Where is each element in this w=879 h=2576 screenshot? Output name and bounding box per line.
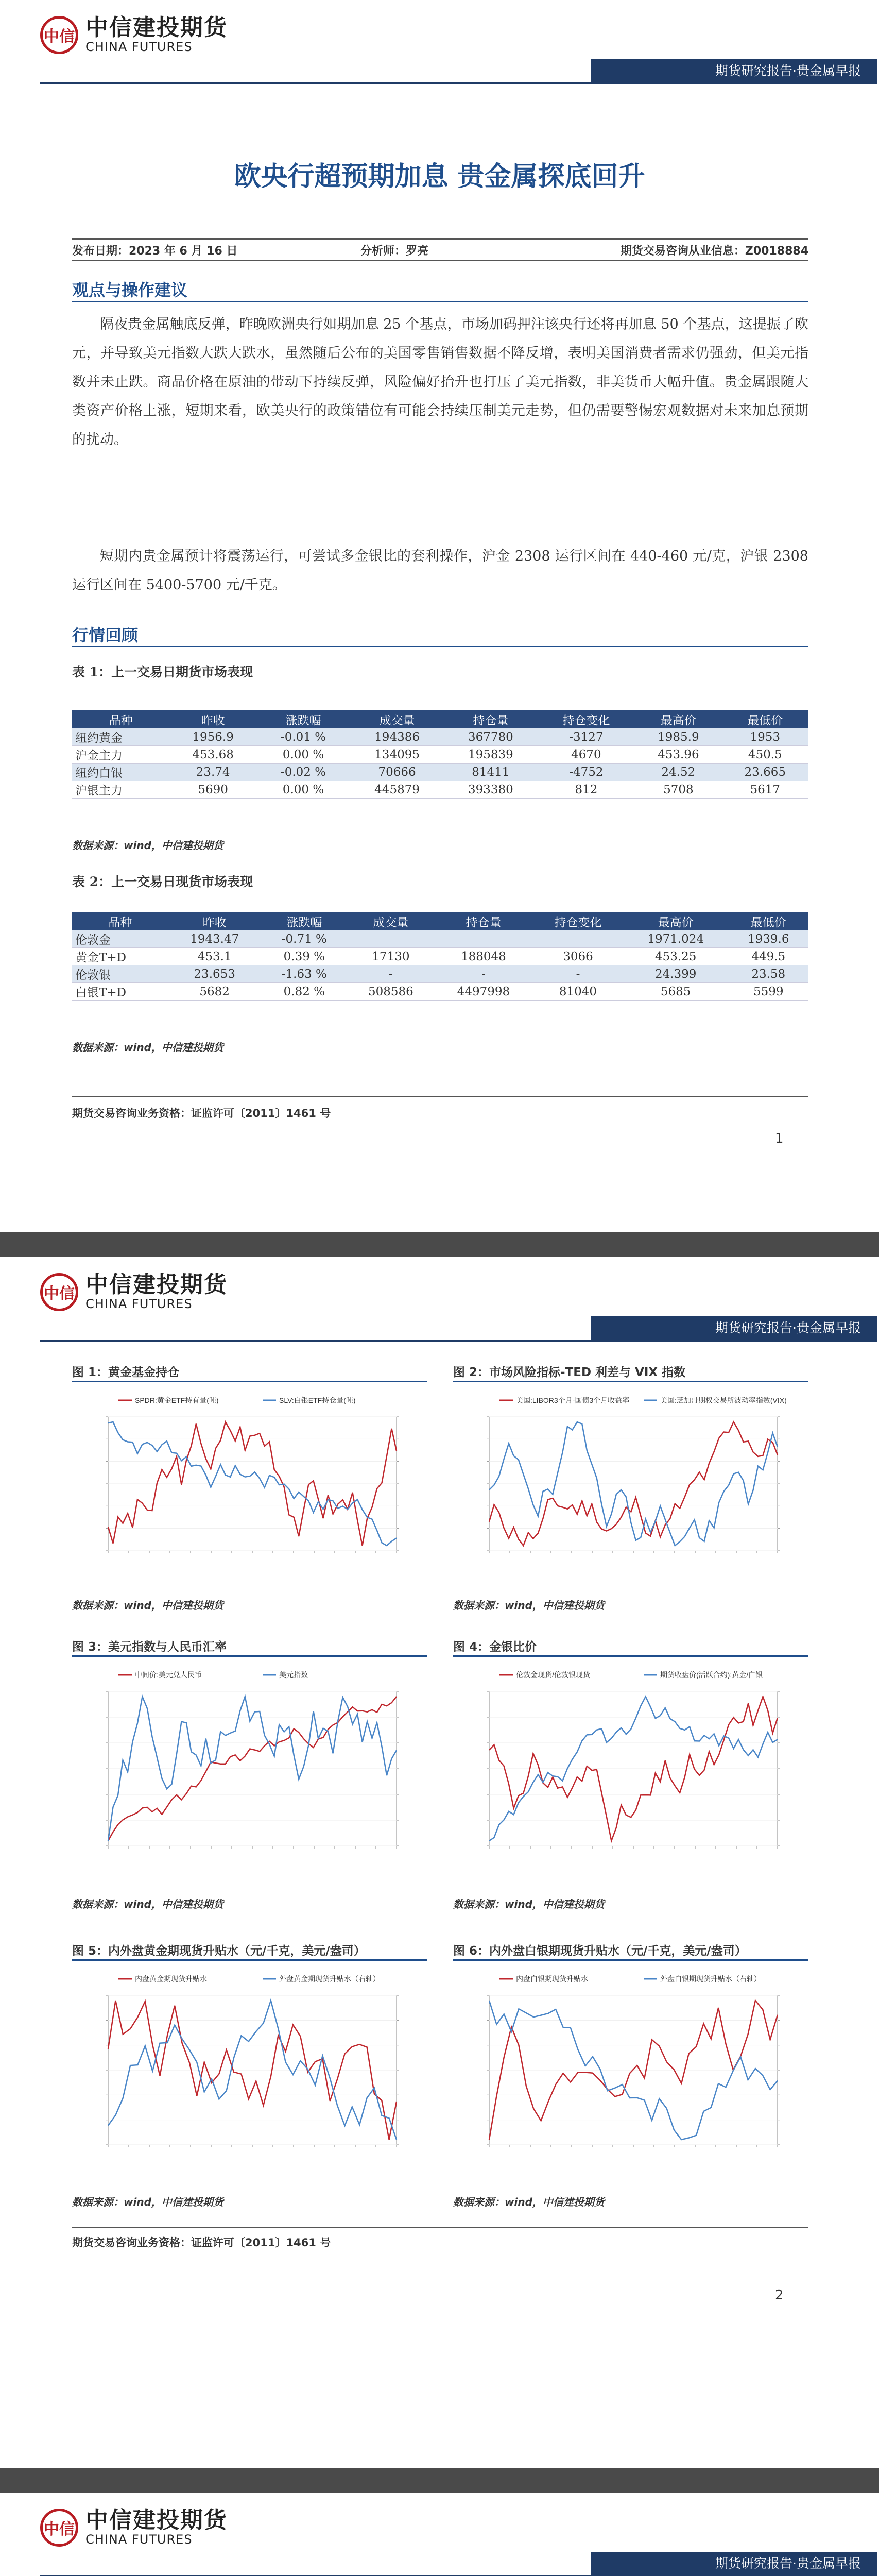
figure-rule bbox=[72, 1655, 427, 1657]
table-cell: 伦敦银 bbox=[72, 965, 168, 983]
column-header: 成交量 bbox=[350, 710, 444, 728]
company-logo bbox=[40, 2508, 228, 2547]
table-cell: 沪银主力 bbox=[72, 781, 169, 799]
figure-5-title: 图 5：内外盘黄金期现货升贴水（元/千克，美元/盎司） bbox=[72, 1944, 366, 1958]
publish-date: 发布日期：2023 年 6 月 16 日 bbox=[72, 244, 238, 258]
logo-mark-icon: 中信 bbox=[40, 1273, 78, 1311]
section-heading-review: 行情回顾 bbox=[72, 625, 139, 645]
table-cell: 4497998 bbox=[434, 983, 533, 1001]
logo-en-text: CHINA FUTURES bbox=[85, 40, 193, 54]
source-note: 数据来源：wind，中信建投期货 bbox=[453, 1599, 605, 1612]
table-cell: 194386 bbox=[350, 728, 444, 746]
column-header: 品种 bbox=[72, 710, 169, 728]
legend-label: 外盘白银期现货升贴水（右轴） bbox=[660, 1975, 761, 1983]
column-header: 持仓量 bbox=[434, 912, 533, 930]
column-header: 昨收 bbox=[168, 912, 261, 930]
table-row bbox=[72, 930, 808, 948]
legend-label: 期货收盘价(活跃合约):黄金/白银 bbox=[660, 1671, 763, 1679]
table-cell: 纽约白银 bbox=[72, 764, 169, 781]
section-rule bbox=[72, 301, 808, 302]
table-cell: 沪金主力 bbox=[72, 746, 169, 764]
legend-label: 中间价:美元兑人民币 bbox=[135, 1671, 202, 1679]
analyst-name: 分析师：罗亮 bbox=[360, 244, 429, 258]
logo-mark-icon: 中信 bbox=[40, 16, 78, 54]
report-page-1 bbox=[0, 0, 879, 1232]
table-cell: 1971.024 bbox=[623, 930, 729, 948]
logo-mark-icon: 中信 bbox=[40, 2509, 78, 2547]
table-cell: 白银T+D bbox=[72, 983, 168, 1001]
table-cell: 1939.6 bbox=[729, 930, 809, 948]
table-cell: 453.1 bbox=[168, 948, 261, 965]
chart-gold-silver-ratio bbox=[453, 1660, 808, 1882]
table-cell: 23.665 bbox=[722, 764, 808, 781]
chart-gold-basis bbox=[72, 1964, 427, 2181]
figure-1-title: 图 1：黄金基金持仓 bbox=[72, 1366, 180, 1379]
column-header: 持仓变化 bbox=[538, 710, 635, 728]
table-cell: 449.5 bbox=[729, 948, 809, 965]
section-heading-views: 观点与操作建议 bbox=[72, 280, 188, 300]
table-cell: 81411 bbox=[444, 764, 538, 781]
footer-license: 期货交易咨询业务资格：证监许可〔2011〕1461 号 bbox=[72, 1107, 331, 1120]
logo-cn-text: 中信建投期货 bbox=[85, 2507, 228, 2533]
table-cell: -1.63 % bbox=[261, 965, 348, 983]
legend-label: 伦敦金现货/伦敦银现货 bbox=[516, 1671, 590, 1679]
table-cell: 1953 bbox=[722, 728, 808, 746]
table-cell: 1985.9 bbox=[635, 728, 721, 746]
report-page-3 bbox=[0, 2493, 879, 2576]
legend-label: 内盘白银期现货升贴水 bbox=[516, 1975, 588, 1983]
table-cell: 3066 bbox=[533, 948, 623, 965]
table-cell: 5617 bbox=[722, 781, 808, 799]
figure-rule bbox=[453, 1655, 808, 1657]
table-cell: 453.96 bbox=[635, 746, 721, 764]
report-page-2 bbox=[0, 1257, 879, 2468]
column-header: 最高价 bbox=[623, 912, 729, 930]
chart-usd-cny bbox=[72, 1660, 427, 1882]
table-cell: -0.71 % bbox=[261, 930, 348, 948]
page-number: 2 bbox=[775, 2287, 784, 2303]
table-cell: 24.399 bbox=[623, 965, 729, 983]
table-cell: 1956.9 bbox=[169, 728, 256, 746]
source-note: 数据来源：wind，中信建投期货 bbox=[453, 1898, 605, 1910]
table-cell: 23.58 bbox=[729, 965, 809, 983]
source-note: 数据来源：wind，中信建投期货 bbox=[453, 2196, 605, 2208]
table-cell: 367780 bbox=[444, 728, 538, 746]
table-cell: 445879 bbox=[350, 781, 444, 799]
table-cell: 5708 bbox=[635, 781, 721, 799]
table-cell bbox=[348, 930, 434, 948]
legend-label: 美元指数 bbox=[279, 1671, 308, 1679]
page-number: 1 bbox=[775, 1131, 784, 1146]
table-row bbox=[72, 728, 808, 746]
table-row bbox=[72, 746, 808, 764]
column-header: 最低价 bbox=[722, 710, 808, 728]
table-cell: - bbox=[348, 965, 434, 983]
table-cell: 0.39 % bbox=[261, 948, 348, 965]
table-cell: 5690 bbox=[169, 781, 256, 799]
table-cell: 70666 bbox=[350, 764, 444, 781]
chart-ted-vix bbox=[453, 1386, 808, 1587]
source-note: 数据来源：wind，中信建投期货 bbox=[72, 839, 223, 852]
table-cell: 5682 bbox=[168, 983, 261, 1001]
table-cell: -0.01 % bbox=[256, 728, 350, 746]
source-note: 数据来源：wind，中信建投期货 bbox=[72, 1599, 223, 1612]
column-header: 涨跌幅 bbox=[261, 912, 348, 930]
report-title: 欧央行超预期加息 贵金属探底回升 bbox=[234, 161, 645, 192]
source-note: 数据来源：wind，中信建投期货 bbox=[72, 1898, 223, 1910]
table-cell: 81040 bbox=[533, 983, 623, 1001]
report-type-banner: 期货研究报告·贵金属早报 bbox=[591, 1316, 877, 1340]
logo-cn-text: 中信建投期货 bbox=[85, 1272, 228, 1298]
header-rule bbox=[40, 1340, 877, 1342]
table-cell: 453.68 bbox=[169, 746, 256, 764]
report-type-banner: 期货研究报告·贵金属早报 bbox=[591, 2552, 877, 2575]
table-cell: 0.00 % bbox=[256, 746, 350, 764]
table-row bbox=[72, 764, 808, 781]
column-header: 品种 bbox=[72, 912, 168, 930]
paragraph-strategy: 短期内贵金属预计将震荡运行，可尝试多金银比的套利操作，沪金 2308 运行区间在 440-460 元/克，沪银 2308 运行区间在 5400-5700 元/千克。 bbox=[72, 548, 808, 593]
legend-label: 外盘黄金期现货升贴水（右轴） bbox=[279, 1975, 380, 1983]
table-2-title: 表 2：上一交易日现货市场表现 bbox=[72, 874, 253, 889]
table-cell: 195839 bbox=[444, 746, 538, 764]
analyst-cert: 期货交易咨询从业信息：Z0018884 bbox=[620, 244, 808, 258]
legend-label: 美国:LIBOR3个月-国债3个月收益率 bbox=[516, 1396, 630, 1404]
header-rule bbox=[40, 82, 877, 84]
column-header: 昨收 bbox=[169, 710, 256, 728]
report-meta-bar bbox=[72, 238, 808, 261]
table-row bbox=[72, 781, 808, 799]
column-header: 最高价 bbox=[635, 710, 721, 728]
logo-en-text: CHINA FUTURES bbox=[85, 2532, 193, 2547]
table-cell: -4752 bbox=[538, 764, 635, 781]
table-cell: - bbox=[533, 965, 623, 983]
footer-rule bbox=[72, 1096, 808, 1097]
table-cell: -3127 bbox=[538, 728, 635, 746]
figure-rule bbox=[453, 1959, 808, 1961]
section-rule bbox=[72, 646, 808, 647]
table-row bbox=[72, 965, 808, 983]
figure-rule bbox=[72, 1381, 427, 1382]
column-header: 最低价 bbox=[729, 912, 809, 930]
source-note: 数据来源：wind，中信建投期货 bbox=[72, 2196, 223, 2208]
table-cell: 24.52 bbox=[635, 764, 721, 781]
table-cell: 1943.47 bbox=[168, 930, 261, 948]
logo-cn-text: 中信建投期货 bbox=[85, 14, 228, 41]
company-logo bbox=[40, 1273, 228, 1312]
table-cell bbox=[434, 930, 533, 948]
futures-market-table bbox=[72, 710, 808, 799]
table-cell: 0.00 % bbox=[256, 781, 350, 799]
spot-market-table bbox=[72, 912, 808, 1001]
figure-rule bbox=[453, 1381, 808, 1382]
paragraph-outlook: 隔夜贵金属触底反弹，昨晚欧洲央行如期加息 25 个基点，市场加码押注该央行还将再加息 50 个基点，这提振了欧元，并导致美元指数大跌大跌水，虽然随后公布的美国零售销售数据不降反增，表明美国消费者需求仍强劲，但美元指数并未止跌。商品价格在原油的带动下持续反弹，风险偏好抬升也打压了美元指数，非美货币大幅升值。贵金属跟随大类资产价格上涨，短期来看，欧美央行的政策错位有可能会持续压制美元走势，但仍需要警惕宏观数据对未来加息预期的扰动。 bbox=[72, 316, 808, 448]
footer-rule bbox=[72, 2227, 808, 2228]
table-cell: 134095 bbox=[350, 746, 444, 764]
table-row bbox=[72, 948, 808, 965]
table-cell: 17130 bbox=[348, 948, 434, 965]
chart-silver-basis bbox=[453, 1964, 808, 2181]
table-1-title: 表 1：上一交易日期货市场表现 bbox=[72, 665, 253, 680]
column-header: 成交量 bbox=[348, 912, 434, 930]
table-cell: 黄金T+D bbox=[72, 948, 168, 965]
table-cell: 伦敦金 bbox=[72, 930, 168, 948]
table-cell: 5685 bbox=[623, 983, 729, 1001]
table-cell: 5599 bbox=[729, 983, 809, 1001]
table-cell: 508586 bbox=[348, 983, 434, 1001]
table-cell: 4670 bbox=[538, 746, 635, 764]
table-cell: 812 bbox=[538, 781, 635, 799]
figure-rule bbox=[72, 1959, 427, 1961]
column-header: 涨跌幅 bbox=[256, 710, 350, 728]
company-logo bbox=[40, 15, 228, 55]
legend-label: 美国:芝加哥期权交易所波动率指数(VIX) bbox=[660, 1396, 787, 1404]
table-cell: 23.74 bbox=[169, 764, 256, 781]
column-header: 持仓变化 bbox=[533, 912, 623, 930]
figure-3-title: 图 3：美元指数与人民币汇率 bbox=[72, 1640, 227, 1654]
table-cell: 23.653 bbox=[168, 965, 261, 983]
table-cell: 393380 bbox=[444, 781, 538, 799]
report-type-banner: 期货研究报告·贵金属早报 bbox=[591, 59, 877, 83]
legend-label: 内盘黄金期现货升贴水 bbox=[135, 1975, 207, 1983]
table-cell: 453.25 bbox=[623, 948, 729, 965]
table-cell: 0.82 % bbox=[261, 983, 348, 1001]
chart-gold-fund-holdings bbox=[72, 1386, 427, 1587]
source-note: 数据来源：wind，中信建投期货 bbox=[72, 1041, 223, 1054]
table-cell: - bbox=[434, 965, 533, 983]
footer-license: 期货交易咨询业务资格：证监许可〔2011〕1461 号 bbox=[72, 2236, 331, 2249]
column-header: 持仓量 bbox=[444, 710, 538, 728]
legend-label: SPDR:黄金ETF持有量(吨) bbox=[135, 1396, 219, 1404]
table-cell bbox=[533, 930, 623, 948]
figure-4-title: 图 4：金银比价 bbox=[453, 1640, 537, 1654]
table-row bbox=[72, 983, 808, 1001]
figure-2-title: 图 2：市场风险指标-TED 利差与 VIX 指数 bbox=[453, 1366, 686, 1379]
legend-label: SLV:白银ETF持仓量(吨) bbox=[279, 1396, 356, 1404]
figure-6-title: 图 6：内外盘白银期现货升贴水（元/千克，美元/盎司） bbox=[453, 1944, 747, 1958]
table-cell: 188048 bbox=[434, 948, 533, 965]
logo-en-text: CHINA FUTURES bbox=[85, 1297, 193, 1311]
table-cell: -0.02 % bbox=[256, 764, 350, 781]
table-cell: 纽约黄金 bbox=[72, 728, 169, 746]
table-cell: 450.5 bbox=[722, 746, 808, 764]
